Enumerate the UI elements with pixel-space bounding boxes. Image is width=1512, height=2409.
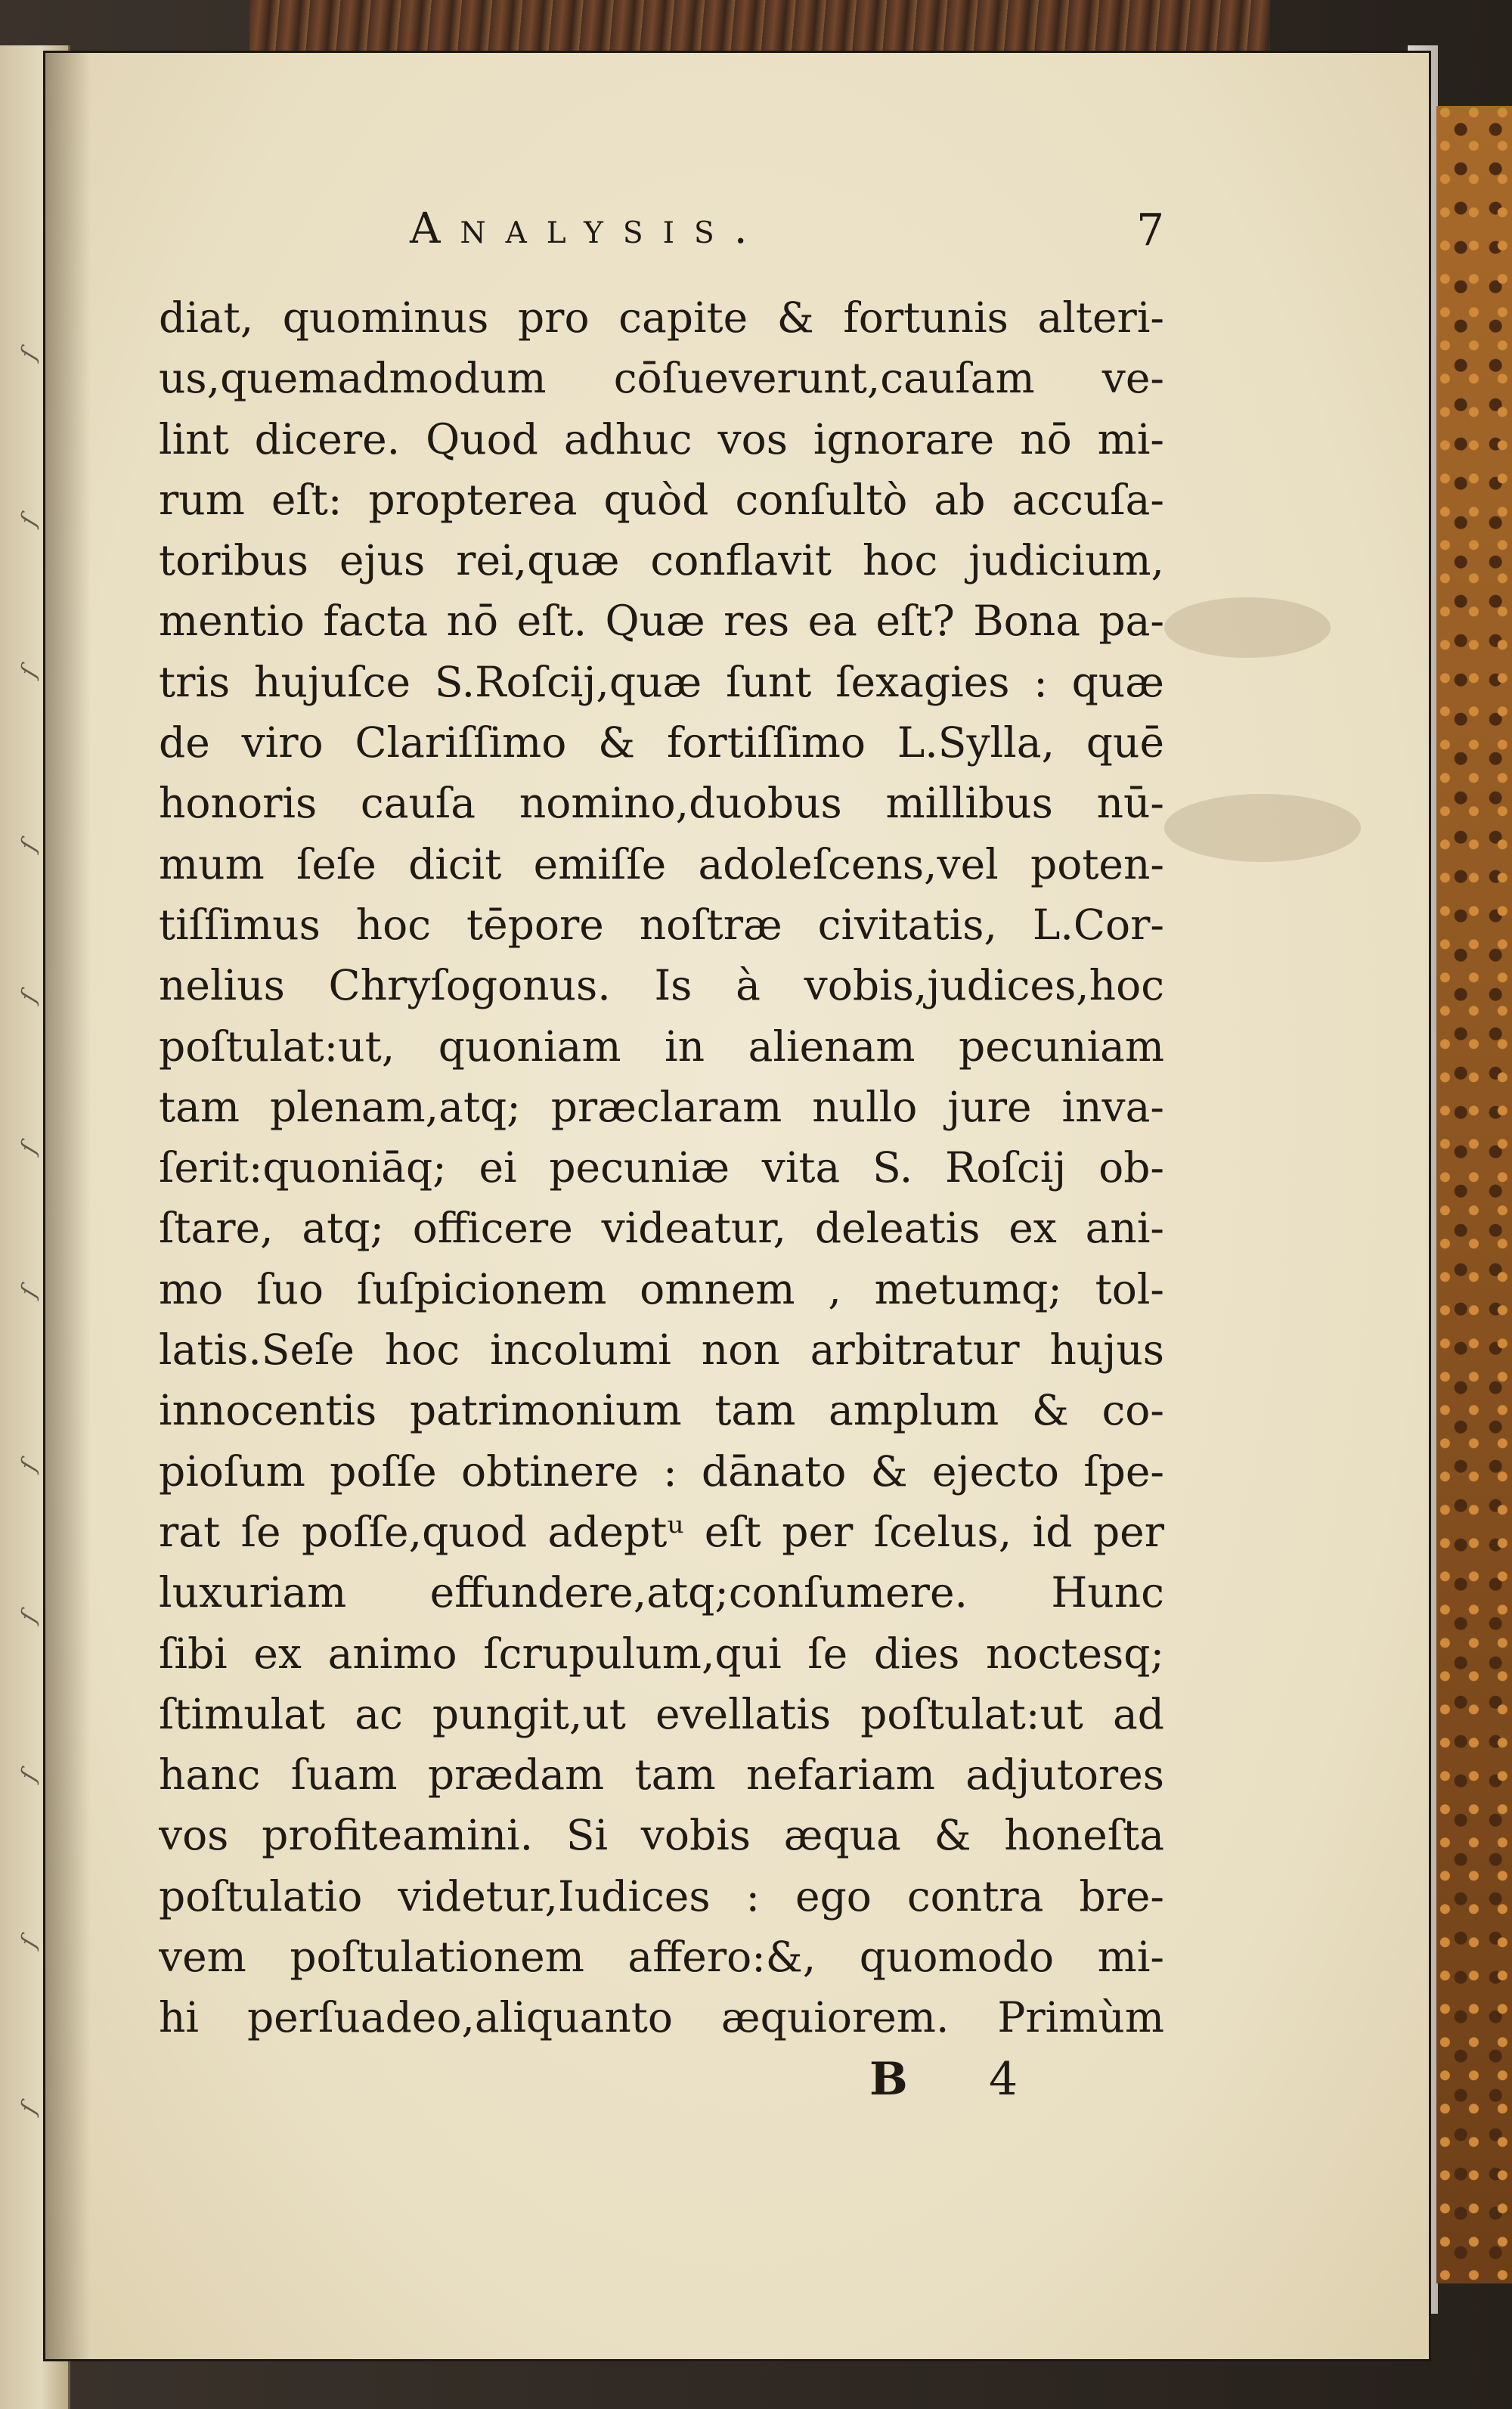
text-line: de viro Clariſſimo & fortiſſimo L.Sylla, quē <box>159 718 1164 767</box>
signature-number: 4 <box>989 2053 1018 2106</box>
text-line: tam plenam,atq; præclaram nullo jure inva- <box>159 1082 1164 1131</box>
text-line: mentio facta nō eſt. Quæ res ea eſt? Bona pa- <box>159 597 1164 646</box>
text-line: ſtimulat ac pungit,ut evellatis poſtulat:ut ad <box>159 1689 1164 1738</box>
text-line: ſtare, atq; officere videatur, deleatis ex ani- <box>159 1204 1164 1253</box>
text-line: toribus ejus rei,quæ conflavit hoc judicium, <box>159 536 1164 585</box>
text-block <box>159 204 1164 2048</box>
text-line: ſibi ex animo ſcrupulum,qui ſe dies noctesq; <box>159 1629 1164 1678</box>
running-title: Analysis. <box>410 204 767 253</box>
text-line: latis.Seſe hoc incolumi non arbitratur hujus <box>159 1325 1164 1375</box>
text-line: mum ſeſe dicit emiſſe adoleſcens,vel poten- <box>159 839 1164 888</box>
text-line: hanc ſuam prædam tam nefariam adjutores <box>159 1750 1164 1800</box>
text-line: ſerit:quoniāq; ei pecuniæ vita S. Roſcij ob- <box>159 1143 1164 1192</box>
verso-marginalia: ſ ſ ſ ſ ſ ſ ſ ſ ſ ſ ſ ſ <box>15 346 43 2117</box>
text-line: hi perſuadeo,aliquanto æquiorem. Primùm <box>159 1993 1164 2042</box>
marbled-cover <box>1436 106 1512 2283</box>
text-line: mo ſuo ſuſpicionem omnem , metumq; tol- <box>159 1264 1164 1313</box>
text-line: rat ſe poſſe,quod adeptᵘ eſt per ſcelus, id per <box>159 1507 1164 1556</box>
text-line: us,quemadmodum cōſueverunt,cauſam ve- <box>159 354 1164 403</box>
text-line: tris hujuſce S.Roſcij,quæ ſunt ſexagies : quæ <box>159 657 1164 706</box>
text-line: nelius Chryſogonus. Is à vobis,judices,hoc <box>159 961 1164 1010</box>
text-line: vem poſtulationem affero:&, quomodo mi- <box>159 1933 1164 1982</box>
text-line: rum eſt: propterea quòd conſultò ab accuſa- <box>159 475 1164 524</box>
text-line: honoris cauſa nomino,duobus millibus nū- <box>159 779 1164 828</box>
text-line: diat, quominus pro capite & fortunis alteri- <box>159 293 1164 342</box>
text-line: luxuriam effundere,atq;conſumere. Hunc <box>159 1568 1164 1617</box>
text-line: lint dicere. Quod adhuc vos ignorare nō mi- <box>159 414 1164 464</box>
text-line: poſtulat:ut, quoniam in alienam pecuniam <box>159 1022 1164 1071</box>
text-line: innocentis patrimonium tam amplum & co- <box>159 1386 1164 1435</box>
body-text <box>159 287 1164 2048</box>
text-line: tiſſimus hoc tēpore noſtræ civitatis, L.Cor- <box>159 900 1164 949</box>
gutter-shadow <box>45 53 91 2359</box>
text-line: poſtulatio videtur,Iudices : ego contra bre- <box>159 1871 1164 1921</box>
text-line: pioſum poſſe obtinere : dānato & ejecto ſpe- <box>159 1446 1164 1496</box>
page-number: 7 <box>1136 204 1164 256</box>
text-line: vos profiteamini. Si vobis æqua & honeſta <box>159 1811 1164 1860</box>
signature-mark: B <box>869 2053 908 2106</box>
running-head <box>159 204 1164 287</box>
